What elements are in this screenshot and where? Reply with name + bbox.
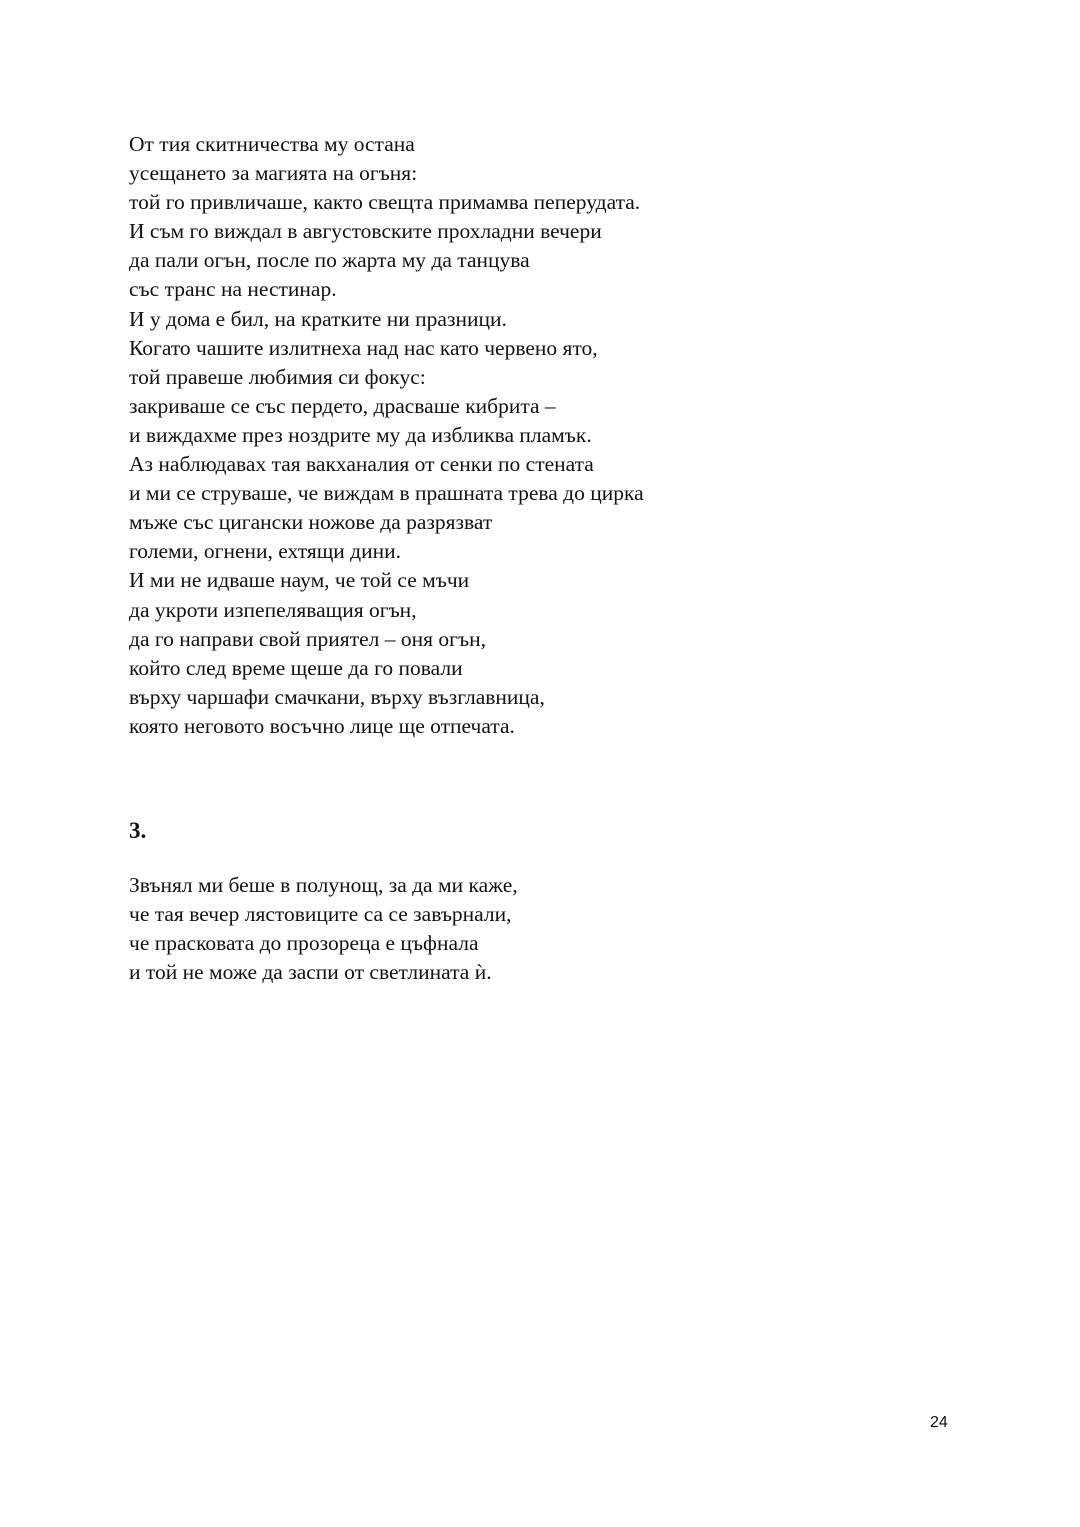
poem-line: Когато чашите излитнеха над нас като червено ято, xyxy=(129,335,598,360)
poem-line: мъже със цигански ножове да разрязват xyxy=(129,510,493,535)
poem-line: От тия скитничества му остана xyxy=(129,132,415,156)
poem-line: и ми се струваше, че виждам в прашната трева до цирка xyxy=(129,481,644,506)
page-number: 24 xyxy=(930,1414,948,1431)
poem-line: да го направи свой приятел – оня огън, xyxy=(129,626,486,651)
poem-line: усещането за магията на огъня: xyxy=(129,161,418,186)
poem-line: той го привличаше, както свещта примамва пеперудата. xyxy=(129,190,641,215)
poem-line: който след време щеше да го повали xyxy=(129,655,463,680)
poem-line: че прасковата до прозореца е цъфнала xyxy=(129,931,479,956)
poem-stanza-1 xyxy=(129,130,644,741)
poem-line: Звънял ми беше в полунощ, за да ми каже, xyxy=(129,873,518,897)
section-number: 3. xyxy=(129,818,147,843)
poem-stanza-2 xyxy=(129,871,518,987)
poem-line: и той не може да заспи от светлината ѝ. xyxy=(129,960,492,985)
poem-line: И съм го виждал в августовските прохладни вечери xyxy=(129,219,602,244)
poem-line: да пали огън, после по жарта му да танцува xyxy=(129,248,530,273)
poem-line: той правеше любимия си фокус: xyxy=(129,364,426,389)
poem-line: със транс на нестинар. xyxy=(129,277,337,302)
poem-line: закриваше се със пердето, драсваше кибрита – xyxy=(129,393,556,418)
poem-line: че тая вечер лястовиците са се завърнали, xyxy=(129,902,512,927)
poem-line: И ми не идваше наум, че той се мъчи xyxy=(129,568,470,593)
poem-line: която неговото восъчно лице ще отпечата. xyxy=(129,713,515,738)
poem-line: И у дома е бил, на кратките ни празници. xyxy=(129,306,507,331)
poem-line: и виждахме през ноздрите му да избликва пламък. xyxy=(129,422,592,447)
poem-line: върху чаршафи смачкани, върху възглавница, xyxy=(129,684,545,709)
poem-line: Аз наблюдавах тая вакханалия от сенки по стената xyxy=(129,452,594,477)
poem-line: да укроти изпепеляващия огън, xyxy=(129,597,417,622)
poem-line: големи, огнени, ехтящи дини. xyxy=(129,539,402,564)
